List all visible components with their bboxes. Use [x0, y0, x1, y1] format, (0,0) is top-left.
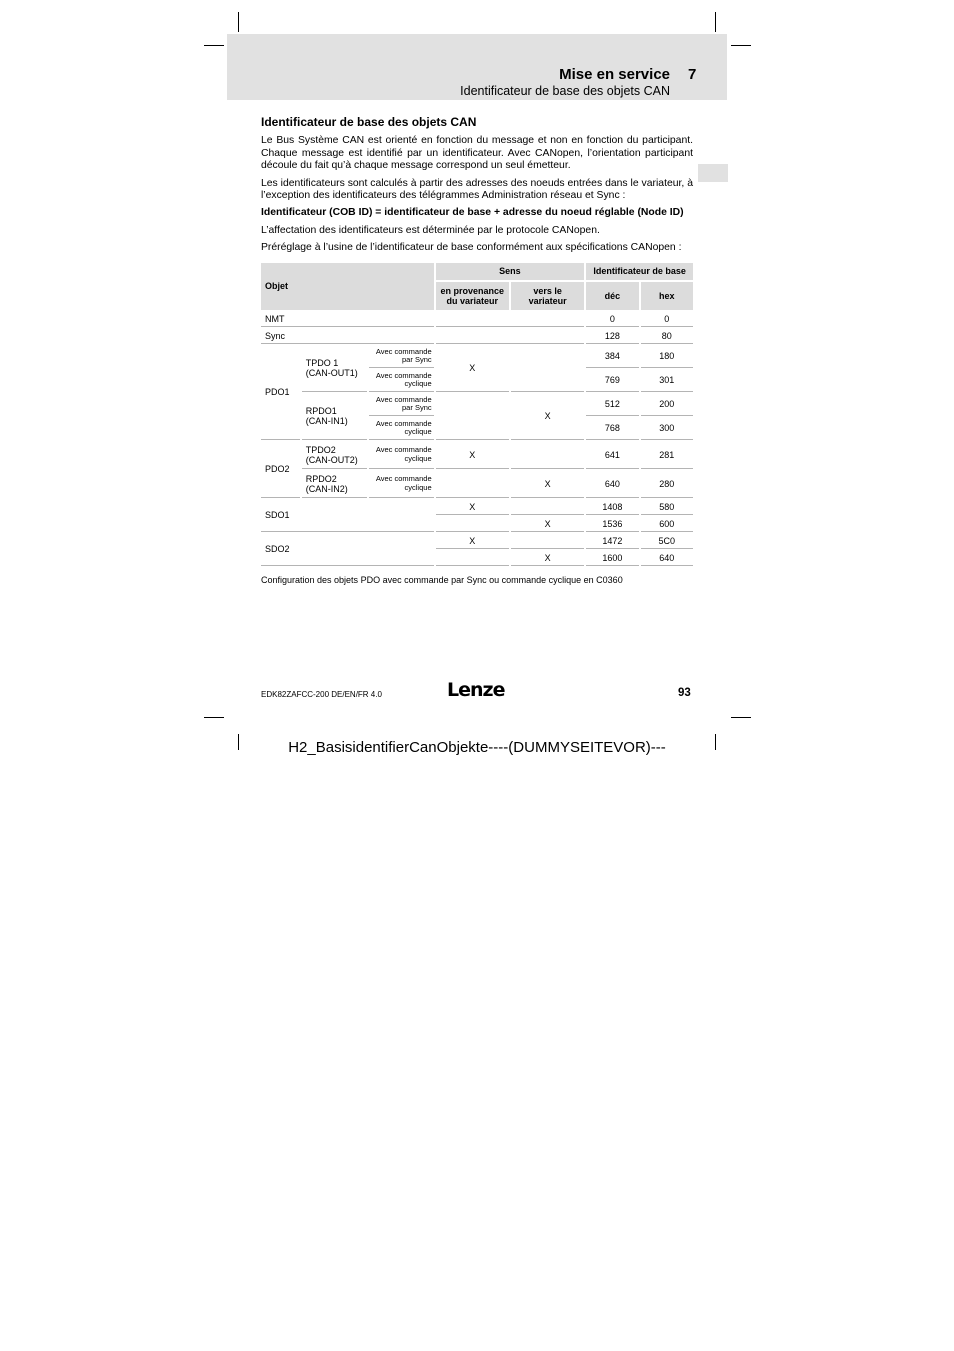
cell-provenance: X: [436, 500, 509, 515]
cell-objet: SDO1: [261, 500, 434, 532]
cell-provenance: X: [436, 442, 509, 469]
table-row: [261, 500, 693, 515]
cell-dec: 1408: [586, 500, 638, 515]
cell-hex: 281: [641, 442, 693, 469]
paragraph: Les identificateurs sont calculés à partir des adresses des noeuds entrées dans le variateur, à l’exception des identificateurs des télégrammes Administration réseau et Sync :: [261, 177, 693, 202]
cell-vers: [511, 442, 584, 469]
page-number: 93: [678, 687, 691, 699]
paragraph: L’affectation des identificateurs est déterminée par le protocole CANopen.: [261, 224, 600, 236]
cell-hex: 280: [641, 471, 693, 498]
cell-hex: 640: [641, 551, 693, 566]
header-dec: déc: [586, 282, 638, 310]
main-content: [261, 116, 693, 586]
cell-dec: 1472: [586, 534, 638, 549]
cell-vers: X: [511, 551, 584, 566]
cell-pdo: TPDO 1 (CAN-OUT1): [302, 346, 367, 392]
cell-hex: 5C0: [641, 534, 693, 549]
cell-hex: 580: [641, 500, 693, 515]
crop-mark: [204, 717, 224, 718]
cell-vers: X: [511, 517, 584, 532]
cell-provenance: [436, 394, 509, 440]
paragraph: Le Bus Système CAN est orienté en fonction du message et non en fonction du participant. Chaque message est identifié par un identificateur. Avec CANopen, l’orientation participant découle du fait qu’à chaque message correspond un seul émetteur.: [261, 135, 693, 172]
cell-dec: 384: [586, 346, 638, 368]
crop-mark: [715, 12, 716, 32]
cell-dec: 768: [586, 418, 638, 440]
cell-mode: Avec commande cyclique: [369, 418, 434, 440]
cell-vers: [511, 534, 584, 549]
cell-pdo: TPDO2 (CAN-OUT2): [302, 442, 367, 469]
cell-vers: [511, 500, 584, 515]
cell-pdo: RPDO2 (CAN-IN2): [302, 471, 367, 498]
cell-dec: 1600: [586, 551, 638, 566]
header-provenance: en provenance du variateur: [436, 282, 509, 310]
crop-mark: [731, 45, 751, 46]
table-row: [261, 329, 693, 344]
table-row: [261, 346, 693, 368]
cell-mode: Avec commande cyclique: [369, 471, 434, 498]
header-objet: Objet: [261, 263, 434, 310]
cell-hex: 600: [641, 517, 693, 532]
cell-hex: 80: [641, 329, 693, 344]
cell-pdo: RPDO1 (CAN-IN1): [302, 394, 367, 440]
dummy-page-marker: H2_BasisidentifierCanObjekte----(DUMMYSEITEVOR)---: [288, 739, 666, 756]
chapter-side-tab: [698, 164, 728, 182]
cell-provenance: [436, 517, 509, 532]
cell-dec: 0: [586, 312, 638, 327]
lenze-logo: Lenze: [447, 679, 505, 701]
chapter-number: 7: [688, 66, 697, 83]
table-row: [261, 534, 693, 549]
cell-objet: NMT: [261, 312, 434, 327]
cell-provenance: X: [436, 534, 509, 549]
cell-mode: Avec commande par Sync: [369, 394, 434, 416]
cell-dec: 769: [586, 370, 638, 392]
header-identificateur: Identificateur de base: [586, 263, 693, 280]
header-sens: Sens: [436, 263, 585, 280]
cell-mode: Avec commande par Sync: [369, 346, 434, 368]
cell-dec: 641: [586, 442, 638, 469]
can-identifier-table: [259, 261, 695, 568]
cell-provenance: X: [436, 346, 509, 392]
crop-mark: [731, 717, 751, 718]
cell-sens: [436, 312, 585, 327]
chapter-subtitle: Identificateur de base des objets CAN: [460, 84, 670, 98]
formula-paragraph: Identificateur (COB ID) = identificateur de base + adresse du noeud réglable (Node ID): [261, 207, 684, 219]
cell-objet: PDO1: [261, 346, 300, 440]
cell-dec: 512: [586, 394, 638, 416]
cell-objet: SDO2: [261, 534, 434, 566]
cell-dec: 640: [586, 471, 638, 498]
cell-vers: X: [511, 394, 584, 440]
section-heading: Identificateur de base des objets CAN: [261, 115, 477, 129]
cell-dec: 128: [586, 329, 638, 344]
crop-mark: [204, 45, 224, 46]
crop-mark: [238, 12, 239, 32]
cell-mode: Avec commande cyclique: [369, 370, 434, 392]
table-caption: Configuration des objets PDO avec commande par Sync ou commande cyclique en C0360: [261, 574, 623, 585]
cell-dec: 1536: [586, 517, 638, 532]
document-id: EDK82ZAFCC-200 DE/EN/FR 4.0: [261, 690, 382, 699]
paragraph: Préréglage à l’usine de l’identificateur de base conformément aux spécifications CANopen :: [261, 242, 682, 254]
cell-objet: Sync: [261, 329, 434, 344]
table-row: [261, 394, 693, 416]
cell-sens: [436, 329, 585, 344]
cell-objet: PDO2: [261, 442, 300, 498]
table-row: [261, 312, 693, 327]
cell-vers: [511, 346, 584, 392]
cell-hex: 200: [641, 394, 693, 416]
header-vers: vers le variateur: [511, 282, 584, 310]
cell-hex: 0: [641, 312, 693, 327]
cell-mode: Avec commande cyclique: [369, 442, 434, 469]
header-hex: hex: [641, 282, 693, 310]
cell-provenance: [436, 551, 509, 566]
table-row: [261, 471, 693, 498]
cell-vers: X: [511, 471, 584, 498]
cell-hex: 180: [641, 346, 693, 368]
cell-provenance: [436, 471, 509, 498]
cell-hex: 300: [641, 418, 693, 440]
cell-hex: 301: [641, 370, 693, 392]
chapter-title: Mise en service: [559, 66, 670, 83]
table-row: [261, 442, 693, 469]
